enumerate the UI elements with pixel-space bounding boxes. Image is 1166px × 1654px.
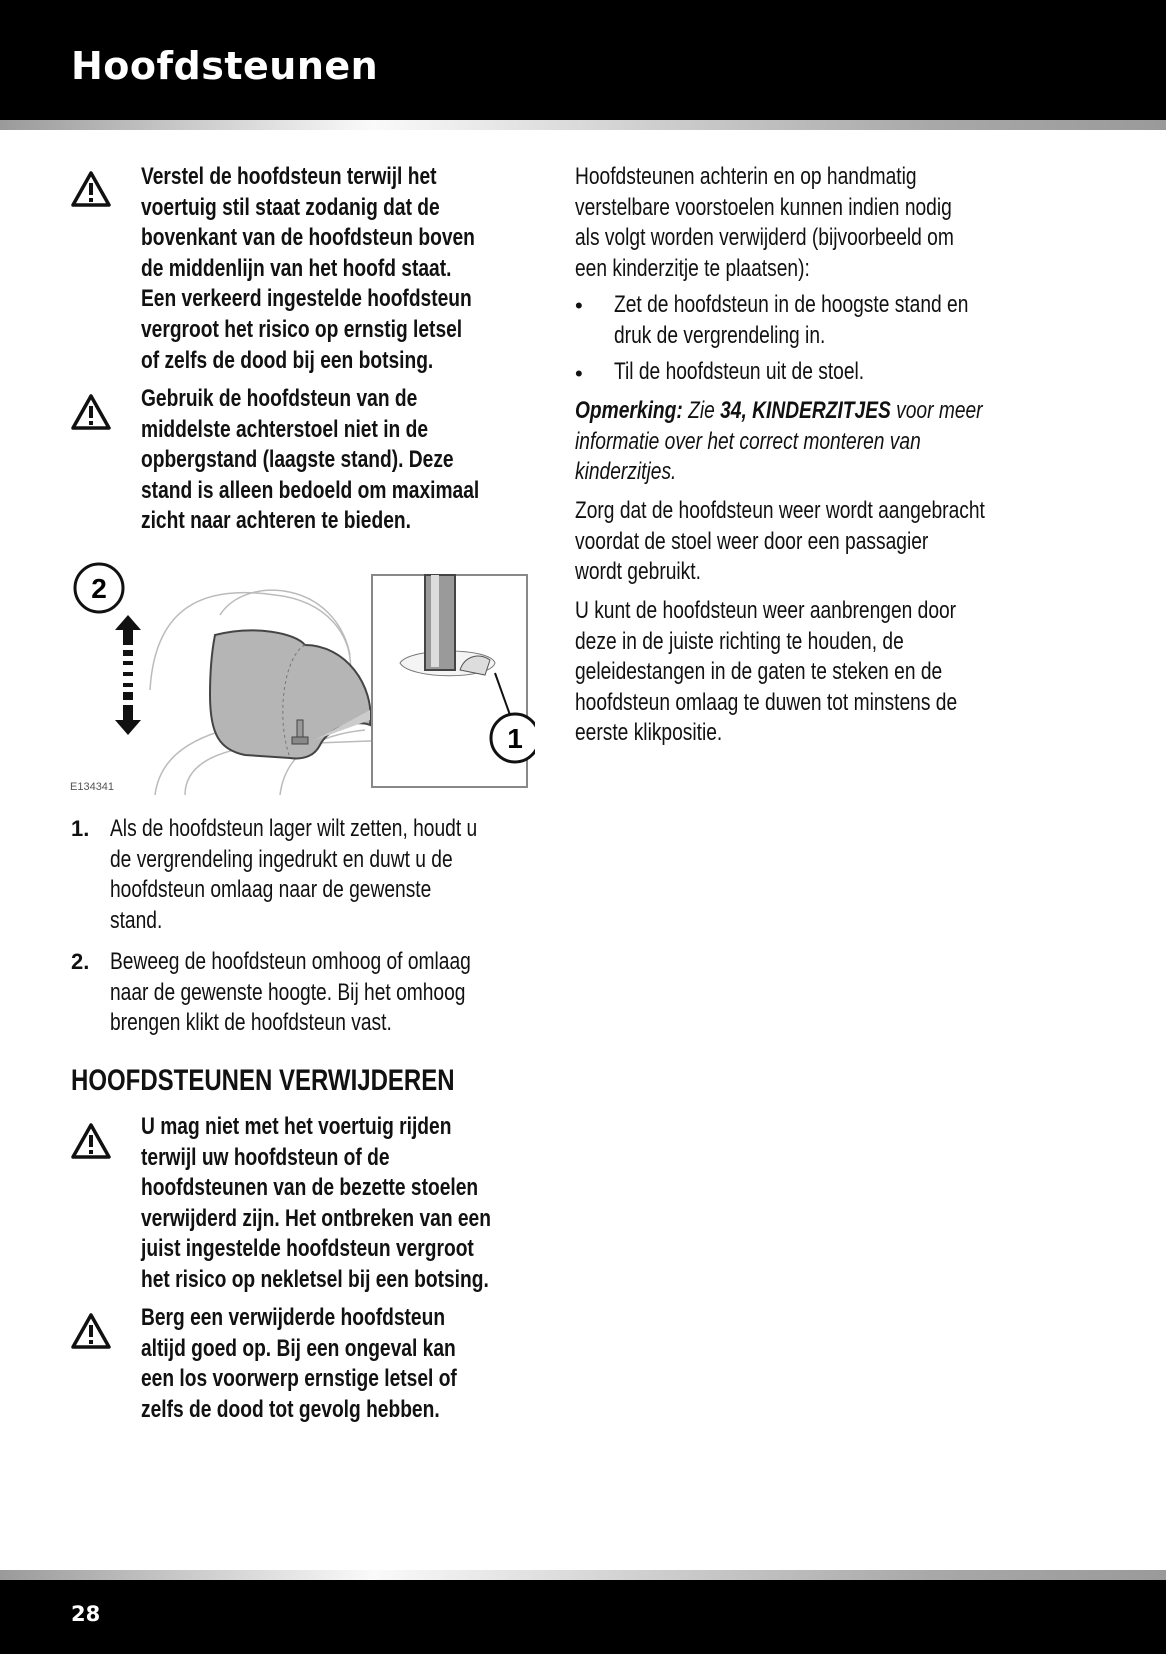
warning-icon	[70, 1312, 112, 1350]
step-text: Als de hoofdsteun lager wilt zetten, houdt u de vergrendeling ingedrukt en duwt u de hoofdsteun omlaag naar de gewenste stand.	[110, 815, 478, 934]
page-title: Hoofdsteunen	[71, 44, 379, 88]
step-number: 1.	[71, 816, 90, 841]
note-label: Opmerking:	[575, 397, 683, 424]
intro-paragraph: Hoofdsteunen achterin en op handmatig verstelbare voorstoelen kunnen indien nodig als volgt worden verwijderd (bijvoorbeeld om een kinderzitje te plaatsen):	[575, 163, 954, 282]
bullet-text: Til de hoofdsteun uit de stoel.	[614, 358, 865, 385]
bullet-icon: •	[575, 361, 583, 386]
callout-2: 2	[91, 573, 107, 604]
note-reference-link[interactable]: 34, KINDERZITJES	[720, 397, 891, 424]
paragraph: Zorg dat de hoofdsteun weer wordt aangebracht voordat de stoel weer door een passagier wordt gebruikt.	[575, 497, 985, 586]
up-down-arrow-icon	[115, 615, 141, 735]
warning-text: Gebruik de hoofdsteun van de middelste achterstoel niet in de opbergstand (laagste stand). Deze stand is alleen bedoeld om maximaal zicht naar achteren te bieden.	[141, 385, 480, 535]
page-header	[0, 0, 1166, 120]
step-text: Beweeg de hoofdsteun omhoog of omlaag naar de gewenste hoogte. Bij het omhoog brengen klikt de hoofdsteun vast.	[110, 948, 471, 1037]
warning-text: Verstel de hoofdsteun terwijl het voertuig stil staat zodanig dat de bovenkant van de hoofdsteun boven de middenlijn van het hoofd staat. Een verkeerd ingestelde hoofdsteun vergroot het risico op ernstig letsel of zelfs de dood bij een botsing.	[141, 163, 475, 374]
step-number: 2.	[71, 949, 90, 974]
warning-text: Berg een verwijderde hoofdsteun altijd goed op. Bij een ongeval kan een los voorwerp ernstige letsel of zelfs de dood tot gevolg hebben.	[141, 1304, 457, 1423]
warning-text: U mag niet met het voertuig rijden terwijl uw hoofdsteun of de hoofdsteunen van de bezette stoelen verwijderd zijn. Het ontbreken van een juist ingestelde hoofdsteun vergroot het risico op nekletsel bij een botsing.	[141, 1113, 491, 1293]
note-text: Zie	[682, 397, 721, 424]
headrest-illustration	[65, 555, 535, 795]
page-footer	[0, 1580, 1166, 1654]
bullet-icon: •	[575, 293, 583, 318]
figure-id: E134341	[70, 781, 115, 793]
warning-icon	[70, 1122, 112, 1160]
callout-1: 1	[507, 723, 523, 754]
header-divider	[0, 120, 1166, 130]
bullet-text: Zet de hoofdsteun in de hoogste stand en druk de vergrendeling in.	[614, 291, 969, 349]
paragraph: U kunt de hoofdsteun weer aanbrengen door deze in de juiste richting te houden, de geleidestangen in de gaten te steken en de hoofdsteun omlaag te duwen tot minstens de eerste klikpositie.	[575, 597, 958, 747]
section-heading: HOOFDSTEUNEN VERWIJDEREN	[71, 1064, 455, 1097]
note-text: voor meer informatie over het correct monteren van kinderzitjes.	[575, 397, 983, 486]
warning-icon	[70, 393, 112, 431]
warning-icon	[70, 170, 112, 208]
note-paragraph	[575, 396, 983, 488]
page-number: 28	[71, 1602, 101, 1626]
footer-divider	[0, 1570, 1166, 1580]
